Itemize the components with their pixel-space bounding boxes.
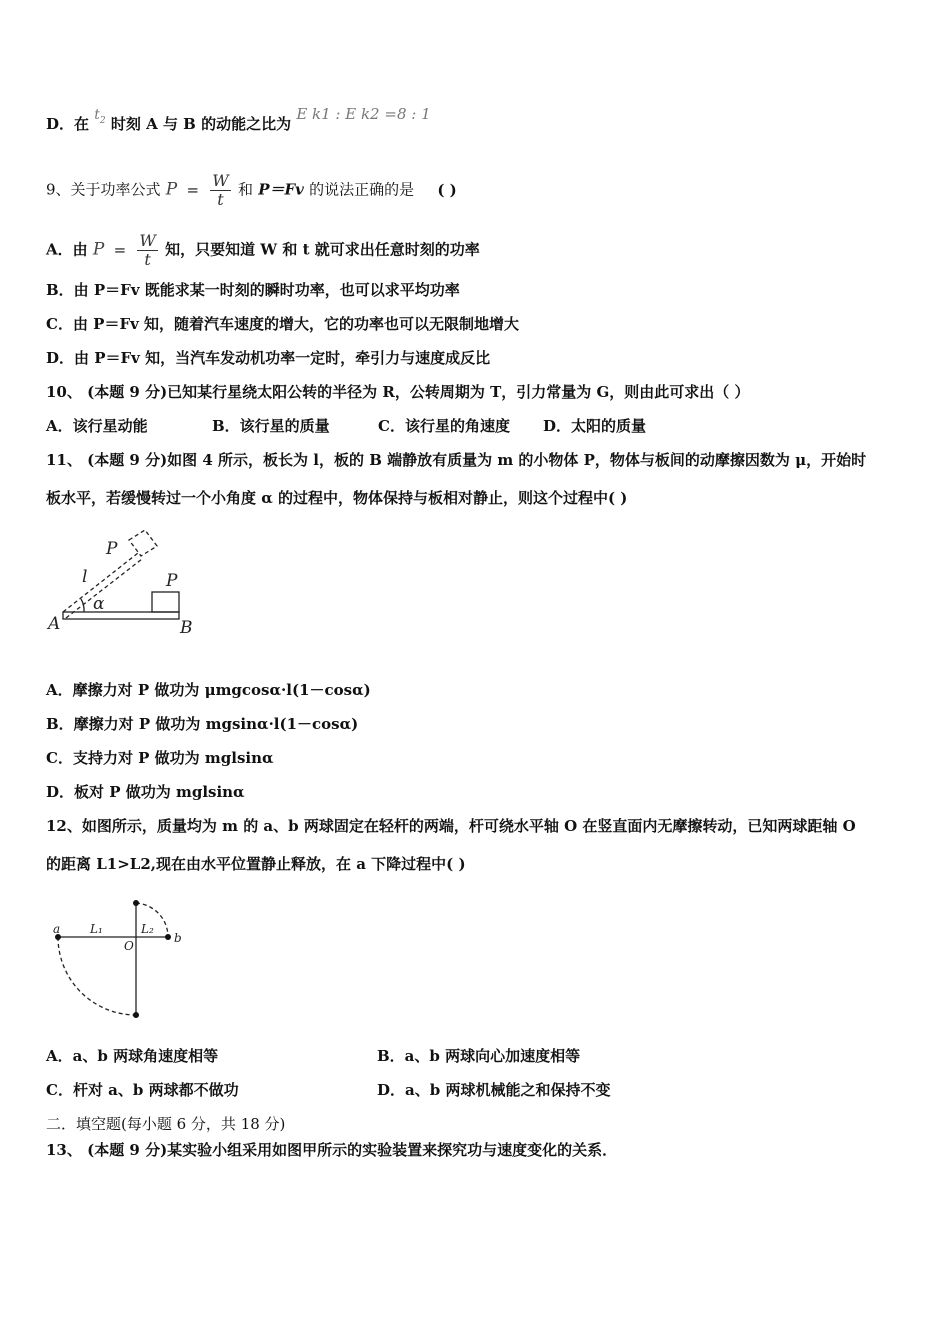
- block-p-tilted: [129, 530, 157, 556]
- angle-arc: [81, 599, 84, 612]
- w-over-t-fraction: [210, 172, 230, 209]
- fraction-denominator: t: [144, 250, 151, 269]
- q12-stem-line1: 12、如图所示，质量均为 m 的 a、b 两球固定在轻杆的两端，杆可绕水平轴 O 在竖直面内无摩擦转动，已知两球距轴 O: [46, 817, 856, 835]
- q11-option-b: B．摩擦力对 P 做功为 mgsinα·l(1－cosα): [46, 715, 359, 733]
- label-alpha: α: [93, 594, 105, 614]
- q12-option-b: B．a、b 两球向心加速度相等: [377, 1047, 581, 1065]
- q10-option-b: B．该行星的质量: [212, 417, 330, 435]
- label-b: b: [174, 931, 182, 945]
- q9-stem-prefix: 9、关于功率公式: [46, 180, 161, 199]
- q9-formula2: P＝Fv: [258, 180, 304, 199]
- q12-option-a: A．a、b 两球角速度相等: [46, 1047, 219, 1065]
- q9-opta-prefix: A．由: [46, 240, 88, 259]
- q11-stem-line2: 板水平，若缓慢转过一个小角度 α 的过程中，物体保持与板相对静止，则这个过程中( ): [46, 489, 628, 507]
- q10-option-a: A．该行星动能: [46, 417, 148, 435]
- label-l2: L₂: [141, 922, 154, 936]
- q9-option-d: D．由 P＝Fv 知，当汽车发动机功率一定时，牵引力与速度成反比: [46, 349, 491, 367]
- fraction-numerator: W: [212, 171, 229, 190]
- label-a: A: [48, 614, 61, 634]
- q9-stem-suffix: 的说法正确的是: [309, 180, 415, 199]
- q11-stem-line1: 11、 (本题 9 分)如图 4 所示，板长为 l，板的 B 端静放有质量为 m 的小物体 P，物体与板间的动摩擦因数为 μ，开始时: [46, 451, 867, 469]
- label-p-top: P: [106, 539, 118, 559]
- label-p-right: P: [166, 571, 178, 591]
- q13-stem: 13、 (本题 9 分)某实验小组采用如图甲所示的实验装置来探究功与速度变化的关系．: [46, 1141, 618, 1159]
- q10-stem: 10、 (本题 9 分)已知某行星绕太阳公转的半径为 R，公转周期为 T，引力常量为 G，则由此可求出（ ）: [46, 383, 750, 401]
- q9-option-b: B．由 P＝Fv 既能求某一时刻的瞬时功率，也可以求平均功率: [46, 281, 460, 299]
- q9-option-c: C．由 P＝Fv 知，随着汽车速度的增大，它的功率也可以无限制地增大: [46, 315, 520, 333]
- horizontal-board: [63, 612, 179, 619]
- q8-option-d: [46, 105, 431, 141]
- q12-rotating-rod-figure: [48, 895, 188, 1023]
- q12-option-c: C．杆对 a、b 两球都不做功: [46, 1081, 239, 1099]
- block-p-flat: [152, 592, 179, 612]
- q11-option-d: D．板对 P 做功为 mglsinα: [46, 783, 245, 801]
- q10-option-d: D．太阳的质量: [543, 417, 647, 435]
- label-o: O: [124, 939, 134, 953]
- q9-stem-mid: 和: [237, 180, 253, 199]
- w-over-t-fraction: [137, 232, 157, 269]
- fraction-numerator: W: [139, 231, 156, 250]
- ball-top: [133, 900, 139, 906]
- equals-sign: =: [186, 180, 200, 199]
- q10-option-c: C．该行星的角速度: [378, 417, 510, 435]
- q11-incline-figure: [44, 528, 204, 638]
- q9-opta-suffix: 知，只要知道 W 和 t 就可求出任意时刻的功率: [165, 240, 480, 259]
- energy-ratio: E k1 : E k2 =8 : 1: [296, 105, 431, 123]
- q8-optd-middle: 时刻 A 与 B 的动能之比为: [110, 115, 292, 133]
- ball-bottom: [133, 1012, 139, 1018]
- q12-option-d: D．a、b 两球机械能之和保持不变: [377, 1081, 611, 1099]
- label-a: a: [53, 922, 61, 936]
- label-l: l: [82, 567, 88, 587]
- power-symbol: P: [165, 179, 178, 200]
- q12-stem-line2: 的距离 L1>L2,现在由水平位置静止释放，在 a 下降过程中( ): [46, 855, 466, 873]
- label-b: B: [180, 618, 193, 638]
- q9-stem: [46, 172, 457, 209]
- section-title: 二．填空题(每小题 6 分，共 18 分): [46, 1115, 286, 1133]
- label-l1: L₁: [90, 922, 103, 936]
- fraction-denominator: t: [217, 190, 224, 209]
- ball-b: [165, 934, 171, 940]
- power-symbol: P: [92, 239, 105, 260]
- t2-symbol: $t_2$: [94, 107, 106, 126]
- equals-sign: =: [113, 240, 127, 259]
- answer-bracket: ( ): [437, 180, 457, 199]
- q8-optd-prefix: D．在: [46, 115, 90, 133]
- q11-option-c: C．支持力对 P 做功为 mglsinα: [46, 749, 274, 767]
- q11-option-a: A．摩擦力对 P 做功为 μmgcosα·l(1－cosα): [46, 681, 371, 699]
- q9-option-a: [46, 232, 480, 269]
